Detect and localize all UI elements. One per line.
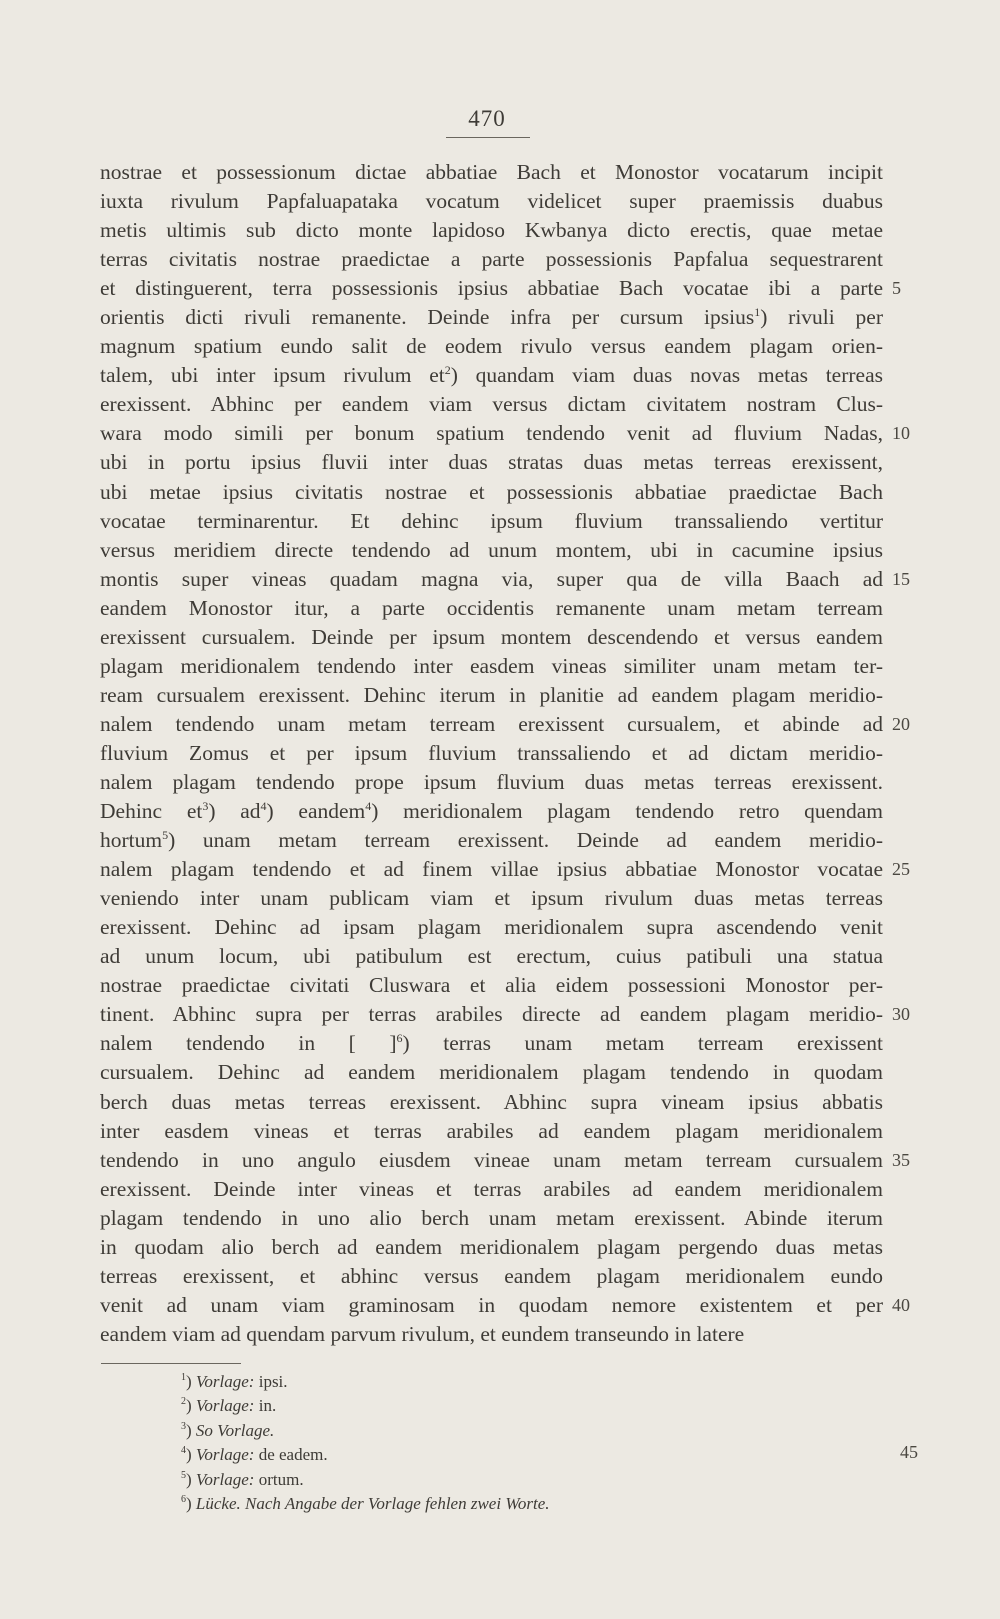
text-line: wara modo simili per bonum spatium tendendo venit ad fluvium Nadas, [100, 421, 883, 446]
text-line: cursualem. Dehinc ad eandem meridionalem plagam tendendo in quodam [100, 1060, 883, 1085]
text-line: talem, ubi inter ipsum rivulum $et^2$) quandam viam duas novas metas terreas [100, 363, 884, 388]
footnote: $^5$) Vorlage: ortum. [181, 1469, 304, 1489]
text-line: berch duas metas terreas erexissent. Abhinc supra vineam ipsius abbatis [100, 1089, 883, 1114]
body-text [100, 158, 883, 1349]
line-number: 25 [892, 859, 910, 880]
text-line: iuxta rivulum Papfaluapataka vocatum videlicet super praemissis duabus [100, 189, 883, 214]
text-line: hortum$^5$) unam metam terream erexissent. Deinde ad eandem meridio- [100, 828, 883, 853]
text-line: Dehinc $et^3$) $ad^4$) eandem$^4$) meridionalem plagam tendendo retro quendam [100, 799, 883, 824]
page-number: 470 [468, 106, 506, 131]
footnote-text: in. [258, 1396, 277, 1416]
text-line: tinent. Abhinc supra per terras arabiles directe ad eandem plagam meridio- [100, 1002, 883, 1027]
text-line: et distinguerent, terra possessionis ipsius abbatiae Bach vocatae ibi a parte [100, 276, 883, 301]
footnote-text: de eadem. [258, 1445, 328, 1465]
footnote-text: ipsi. [258, 1372, 288, 1391]
footnote-label: Vorlage: [195, 1469, 255, 1489]
footnote-rule [101, 1363, 241, 1364]
text-line: nalem tendendo unam metam terream erexissent cursualem, et abinde ad [100, 711, 883, 736]
text-line: plagam meridionalem tendendo inter easdem vineas similiter unam metam ter- [100, 653, 883, 678]
footnote: $^4$) Vorlage: de eadem. [181, 1445, 328, 1465]
footnote: $^2$) Vorlage: in. [181, 1396, 277, 1416]
text-line: orientis dicti rivuli remanente. Deinde infra per cursum ipsius$^1$) rivuli per [100, 305, 883, 330]
footnote-text: ortum. [258, 1469, 304, 1489]
footnote-mark: 3 [181, 1420, 186, 1432]
footnote-mark: 6 [181, 1493, 186, 1505]
text-line: erexissent. Abhinc per eandem viam versus dictam civitatem nostram Clus- [100, 392, 883, 417]
line-number: 20 [892, 713, 910, 734]
footnote-mark: 1 [181, 1372, 186, 1383]
line-number: 40 [892, 1294, 910, 1315]
footnote-label: Vorlage: [195, 1396, 255, 1416]
footnote: $^6$) Lücke. Nach Angabe der Vorlage fehlen zwei Worte. [181, 1493, 550, 1513]
text-line: versus meridiem directe tendendo ad unum montem, ubi in cacumine ipsius [100, 537, 883, 562]
text-line: nalem tendendo in [ ]$^6$) terras unam metam terream erexissent [100, 1031, 883, 1056]
footnote-label: So Vorlage. [195, 1420, 275, 1440]
footnote: $^3$) So Vorlage. [181, 1420, 275, 1440]
text-line: terras civitatis nostrae praedictae a parte possessionis Papfalua sequestrarent [100, 247, 883, 272]
text-line: ream cursualem erexissent. Dehinc iterum in planitie ad eandem plagam meridio- [100, 682, 883, 707]
text-line: nalem plagam tendendo prope ipsum fluvium duas metas terreas erexissent. [100, 769, 883, 794]
text-line: eandem viam ad quendam parvum rivulum, et eundem transeundo in latere [100, 1321, 745, 1346]
text-line: nalem plagam tendendo et ad finem villae ipsius abbatiae Monostor vocatae [100, 857, 883, 882]
text-line: tendendo in uno angulo eiusdem vineae unam metam terream cursualem [100, 1147, 883, 1172]
footnote-label: Vorlage: [195, 1372, 255, 1391]
text-line: ubi metae ipsius civitatis nostrae et possessionis abbatiae praedictae Bach [100, 479, 883, 504]
line-number: 35 [892, 1149, 910, 1170]
text-line: nostrae et possessionum dictae abbatiae Bach et Monostor vocatarum incipit [100, 160, 883, 184]
line-number: 45 [900, 1442, 918, 1462]
text-line: vocatae terminarentur. Et dehinc ipsum fluvium transsaliendo vertitur [100, 508, 883, 533]
footnote-mark: 2 [181, 1396, 186, 1408]
footnote-mark: 4 [181, 1445, 186, 1457]
footnote-label: Vorlage: [195, 1445, 255, 1465]
text-line: ubi in portu ipsius fluvii inter duas stratas duas metas terreas erexissent, [100, 450, 883, 475]
text-line: eandem Monostor itur, a parte occidentis remanente unam metam terream [100, 595, 883, 620]
text-line: ad unum locum, ubi patibulum est erectum, cuius patibuli una statua [100, 944, 883, 969]
text-line: fluvium Zomus et per ipsum fluvium transsaliendo et ad dictam meridio- [100, 740, 883, 765]
text-line: erexissent. Dehinc ad ipsam plagam meridionalem supra ascendendo venit [100, 915, 883, 940]
footnotes [181, 1370, 881, 1516]
line-number: 5 [892, 278, 901, 299]
text-line: plagam tendendo in uno alio berch unam metam erexissent. Abinde iterum [100, 1205, 883, 1230]
text-line: erexissent cursualem. Deinde per ipsum montem descendendo et versus eandem [100, 624, 883, 649]
text-line: magnum spatium eundo salit de eodem rivulo versus eandem plagam orien- [100, 334, 883, 359]
footnote-mark: 5 [181, 1469, 186, 1481]
text-line: venit ad unam viam graminosam in quodam nemore existentem et per [100, 1292, 883, 1317]
line-number: 30 [892, 1004, 910, 1025]
footnote-label: Lücke. Nach Angabe der Vorlage fehlen zwei Worte. [195, 1493, 550, 1513]
text-line: terreas erexissent, et abhinc versus eandem plagam meridionalem eundo [100, 1263, 883, 1288]
text-line: nostrae praedictae civitati Cluswara et alia eidem possessioni Monostor per- [100, 973, 883, 998]
text-line: montis super vineas quadam magna via, super qua de villa Baach ad [100, 566, 883, 591]
line-number: 10 [892, 423, 910, 444]
text-line: in quodam alio berch ad eandem meridionalem plagam pergendo duas metas [100, 1234, 883, 1259]
text-line: inter easdem vineas et terras arabiles ad eandem plagam meridionalem [100, 1118, 883, 1143]
text-line: veniendo inter unam publicam viam et ipsum rivulum duas metas terreas [100, 886, 883, 911]
text-line: metis ultimis sub dicto monte lapidoso Kwbanya dicto erectis, quae metae [100, 218, 883, 243]
text-line: erexissent. Deinde inter vineas et terras arabiles ad eandem meridionalem [100, 1176, 883, 1201]
line-number: 15 [892, 568, 910, 589]
footnote: $^1$) Vorlage: ipsi. [181, 1372, 288, 1391]
page-number-rule [446, 137, 530, 138]
